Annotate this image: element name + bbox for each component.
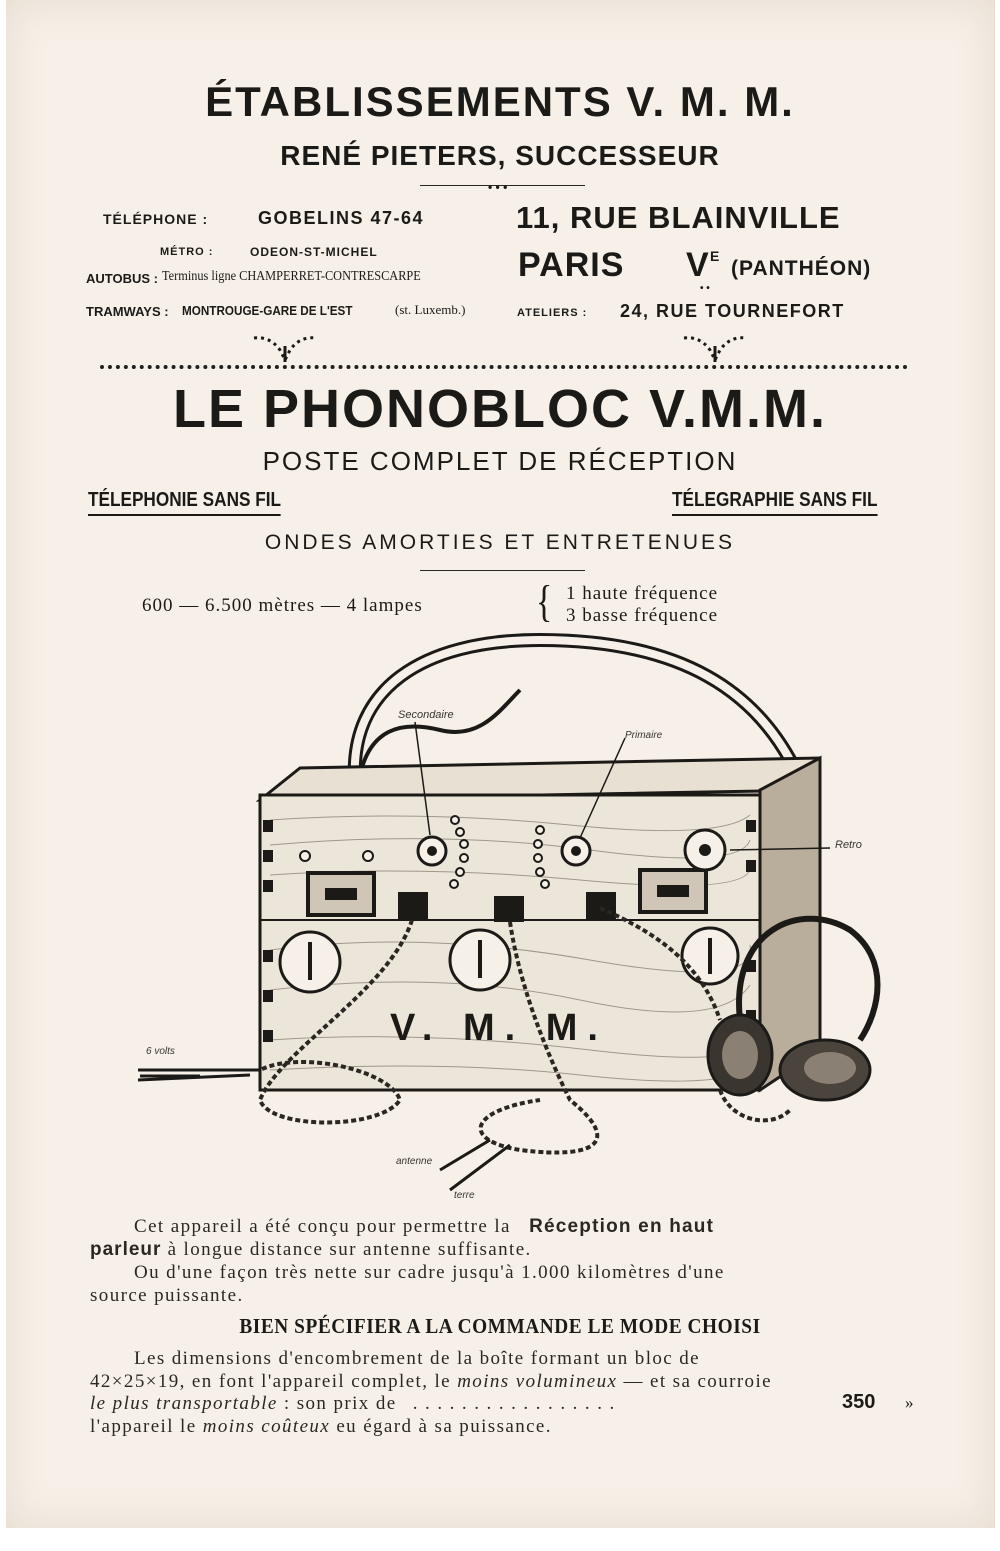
address-district: (PANTHÉON) [731,257,872,280]
tramways-value: MONTROUGE-GARE DE L'EST [182,303,353,318]
metro-value: ODEON-ST-MICHEL [250,245,378,259]
desc-p1-bold: Réception en haut [529,1216,715,1237]
ornament-right [680,332,750,366]
page-margin [0,1528,1000,1551]
price-value: 350 [842,1391,876,1413]
label-antenne: antenne [396,1156,433,1167]
desc-line-8 [90,1416,552,1438]
tramways-note: (st. Luxemb.) [395,302,466,317]
box-marking: V. M. M. [390,1007,608,1049]
desc-p1-bold2: parleur [90,1239,162,1260]
desc-cost-prefix: l'appareil le [90,1416,197,1437]
phonobloc-illustration [120,630,900,1210]
telephone-value: GOBELINS 47-64 [258,208,425,228]
desc-italic-volume: moins volumineux [457,1371,618,1392]
address-arr-sup: E [710,248,721,264]
label-primaire: Primaire [625,730,663,741]
successor-line: RENÉ PIETERS, SUCCESSEUR [280,140,720,171]
label-terre: terre [454,1190,475,1201]
desc-strap: — et sa courroie [623,1371,772,1392]
ornament-left [250,332,320,366]
telephone-label: TÉLÉPHONE : [103,211,209,227]
product-subtitle: POSTE COMPLET DE RÉCEPTION [262,446,738,476]
price-leader-dots: . . . . . . . . . . . . . . . . . [412,1393,616,1414]
freq-high: 1 haute fréquence [566,583,719,604]
address-street: 11, RUE BLAINVILLE [516,200,841,235]
waves-divider [420,570,585,571]
desc-italic-cost: moins coûteux [202,1416,331,1437]
range-line: 600 — 6.500 mètres — 4 lampes [142,595,423,616]
desc-price-label: : son prix de [283,1393,397,1414]
address-ornament: • • [700,283,710,294]
desc-line-6 [90,1371,772,1393]
tag-telegraphie: TÉLEGRAPHIE SANS FIL [672,489,877,516]
tramways-label: TRAMWAYS : [86,304,169,319]
dotted-separator [100,365,908,369]
desc-line-7 [90,1393,616,1415]
desc-italic-transportable: plus transportable [112,1393,278,1414]
tag-telephonie: TÉLEPHONIE SANS FIL [88,489,281,516]
desc-line-2 [90,1239,532,1261]
price-suffix: » [905,1393,914,1412]
company-name: ÉTABLISSEMENTS V. M. M. [205,78,795,125]
waves-line: ONDES AMORTIES ET ENTRETENUES [264,531,736,554]
address-city: PARIS [518,246,625,284]
desc-cost-suffix: eu égard à sa puissance. [336,1416,552,1437]
desc-dimensions: 42×25×19, en font l'appareil complet, le [90,1371,452,1392]
freq-brace: { [536,578,553,627]
autobus-value: Terminus ligne CHAMPERRET-CONTRESCARPE [162,269,421,284]
ateliers-value: 24, RUE TOURNEFORT [620,301,845,321]
desc-line-3: Ou d'une façon très nette sur cadre jusqu'à 1.000 kilomètres d'une [134,1262,725,1283]
desc-italic-le: le [90,1393,107,1414]
metro-label: MÉTRO : [160,246,214,258]
product-title: LE PHONOBLOC V.M.M. [172,379,828,439]
autobus-label: AUTOBUS : [86,271,158,286]
desc-p1-text2: à longue distance sur antenne suffisante. [167,1239,532,1260]
divider-ornament: • • • [488,180,508,194]
desc-p1-text: Cet appareil a été conçu pour permettre la [134,1216,511,1237]
address-arrondissement: V [686,246,710,284]
label-secondaire: Secondaire [398,709,454,721]
label-retro: Retro [835,839,862,851]
order-notice: BIEN SPÉCIFIER A LA COMMANDE LE MODE CHOISI [239,1314,761,1338]
label-volts: 6 volts [146,1046,175,1057]
freq-low: 3 basse fréquence [566,605,719,626]
desc-line-1 [134,1216,714,1238]
ateliers-label: ATELIERS : [517,307,588,319]
desc-line-5: Les dimensions d'encombrement de la boîte formant un bloc de [134,1348,700,1369]
desc-line-4: source puissante. [90,1285,244,1306]
